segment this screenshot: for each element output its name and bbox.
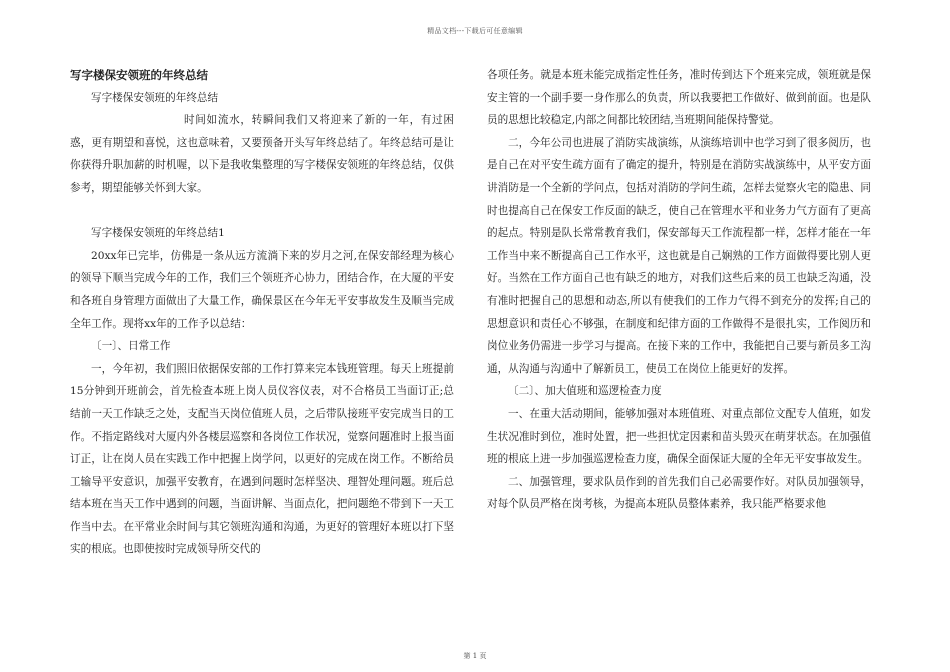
left-column: [70, 64, 454, 561]
document-subtitle: 写字楼保安领班的年终总结: [91, 91, 219, 104]
spacer: [70, 200, 454, 223]
paragraph-1: 20xx年已完毕，仿佛是一条从远方流淌下来的岁月之河,在保安部经理为核心的领导下顺当完成今年的工作，我们三个领班齐心协力，团结合作，在大厦的平安和各班自身管理方面做出了大量工作，确保景区在今年无平安事故发生及顺当完成全年工作。现将xx年的工作予以总结：: [70, 249, 454, 330]
intro-paragraph: 时间如流水，转瞬间我们又将迎来了新的一年，有过困惑，更有期望和喜悦，这也意味着，又要预备开头写年终总结了。年终总结可是让你获得升职加薪的时机喔，以下是我收集整理的写字楼保安领班的年终总结，仅供参考，期望能够关怀到大家。: [70, 114, 454, 194]
paragraph-3: 二，今年公司也进展了消防实战演练，从演练培训中也学习到了很多阅历，也是自己在对平安生疏方面有了确定的提升，特别是在消防实战演练中，从平安方面讲消防是一个全新的学问点，包括对消防的学问生疏，怎样去觉察火宅的隐患、同时也提高自己在保安工作反面的缺乏，使自己在管理水平和业务力气方面有了更高的起点。特别是队长常常教育我们，保安部每天工作流程都一样，怎样才能在一年工作当中来不断提高自己工作水平，这也就是自己娴熟的工作方面做得要比别人更好。当然在工作方面自己也有缺乏的地方，对我们这些后来的员工也缺乏沟通，没有准时把握自己的思想和动态,所以有使我们的工作力气得不到充分的发挥;自己的思想意识和责任心不够强，在制度和纪律方面的工作做得不是很扎实，工作阅历和岗位业务仍需进一步学习与提高。在接下来的工作中，我能把自己要与新员多工沟通，从沟通与沟通中了解新员工，使员工在岗位上能更好的发挥。: [487, 136, 871, 375]
section-title: 写字楼保安领班的年终总结1: [91, 227, 225, 240]
right-column: [487, 64, 871, 516]
heading-patrol: 〔二〕、加大值班和巡逻检查力度: [508, 385, 662, 398]
page-number: 第 1 页: [463, 652, 487, 660]
document-title: 写字楼保安领班的年终总结: [70, 68, 208, 82]
header-note: 精品文档---下载后可任意编辑: [427, 27, 523, 35]
paragraph-5: 二、加强管理，要求队员作到的首先我们自己必需要作好。对队员加强领导，对每个队员严格在岗考核，为提高本班队员整体素养，我只能严格要求他: [487, 475, 871, 511]
paragraph-2: 一，今年初，我们照旧依据保安部的工作打算来完本钱班管理。每天上班提前15分钟到开班前会，首先检查本班上岗人员仪容仪表，对不合格员工当面订正;总结前一天工作缺乏之处，支配当天岗位值班人员，之后带队接班平安完成当日的工作。不指定路线对大厦内外各楼层巡察和各岗位工作状况，觉察问题准时上报当面订正，让在岗人员在实践工作中把握上岗学问，以更好的完成在岗工作。不断给员工输导平安意识，加强平安教育，在遇到问题时怎样坚决、理智处理问题。班后总结本班在当天工作中遇到的问题，当面讲解、当面点化，把问题绝不带到下一天工作当中去。在平常业余时间与其它领班沟通和沟通，为更好的管理好本班以打下坚实的根底。也即使按时完成领导所交代的: [70, 362, 454, 556]
paragraph-4: 一、在重大活动期间，能够加强对本班值班、对重点部位文配专人值班，如发生状况准时到位，准时处置，把一些担忧定因素和苗头毁灭在萌芽状态。在加强值班的根底上进一步加强巡逻检查力度，确保全面保证大厦的全年无平安事故发生。: [487, 407, 871, 466]
paragraph-continued: 各项任务。就是本班未能完成指定性任务，准时传到达下个班来完成，领班就是保安主管的一个副手要一身作那么的负责，所以我要把工作做好、做到前面。也是队员的思想比较稳定,内部之间都比较团结,当班期间能保持警觉。: [487, 69, 871, 127]
heading-daily-work: 〔一〕、日常工作: [91, 340, 171, 353]
